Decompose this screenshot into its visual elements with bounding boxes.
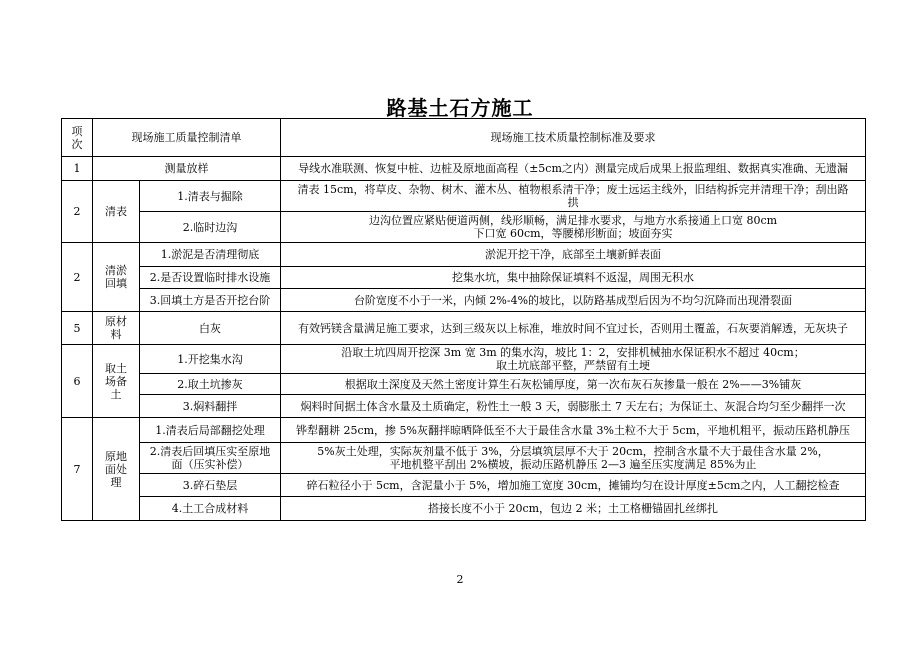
row-standard: 导线水准联测、恢复中桩、边桩及原地面高程（±5cm之内）测量完成后成果上报监理组、数据真实准确、无遗漏 [281, 157, 866, 181]
row-item: 2.临时边沟 [140, 212, 281, 243]
row-standard: 有效钙镁含量满足施工要求，达到三级灰以上标准，堆放时间不宜过长，否则用土覆盖，石灰要消解透，无灰块子 [281, 312, 866, 345]
table-row [62, 312, 866, 345]
row-item: 1.开挖集水沟 [140, 345, 281, 374]
row-standard: 清表 15cm，将草皮、杂物、树木、灌木丛、植物根系清干净；废土远运主线外，旧结构拆完并清理干净；刮出路 拱 [281, 181, 866, 212]
table-header-row [62, 119, 866, 157]
row-no: 1 [62, 157, 93, 181]
row-standard: 铧犁翻耕 25cm，掺 5%灰翻拌晾晒降低至不大于最佳含水量 3%土粒不大于 5cm，平地机粗平，振动压路机静压 [281, 418, 866, 443]
table-row [62, 395, 866, 418]
table-row [62, 267, 866, 289]
row-standard: 搭接长度不小于 20cm，包边 2 米；土工格栅锚固扎丝绑扎 [281, 497, 866, 521]
row-item: 1.清表与掘除 [140, 181, 281, 212]
row-standard: 挖集水坑，集中抽除保证填料不返湿，周围无积水 [281, 267, 866, 289]
table-row [62, 418, 866, 443]
row-standard: 边沟位置应紧贴便道两侧，线形顺畅，满足排水要求，与地方水系接通上口宽 80cm 下口宽 60cm，等腰梯形断面；坡面夯实 [281, 212, 866, 243]
table-row [62, 181, 866, 212]
row-item: 2.是否设置临时排水设施 [140, 267, 281, 289]
quality-control-table [61, 118, 866, 521]
row-standard: 焖料时间据土体含水量及土质确定，粉性土一般 3 天，弱膨胀土 7 天左右；为保证土、灰混合均匀至少翻拌一次 [281, 395, 866, 418]
row-item: 白灰 [140, 312, 281, 345]
row-category: 原地 面处 理 [93, 418, 140, 521]
row-no: 5 [62, 312, 93, 345]
row-no: 2 [62, 181, 93, 243]
table-row [62, 157, 866, 181]
header-control-list: 现场施工质量控制清单 [93, 119, 281, 157]
row-standard: 淤泥开挖干净，底部至土壤新鲜表面 [281, 243, 866, 267]
row-category: 取土 场备 土 [93, 345, 140, 418]
row-category: 清表 [93, 181, 140, 243]
row-item: 2.取土坑掺灰 [140, 374, 281, 395]
row-standard: 碎石粒径小于 5cm，含泥量小于 5%，增加施工宽度 30cm，摊铺均匀在设计厚度±5cm之内，人工翻挖检查 [281, 474, 866, 497]
table-row [62, 374, 866, 395]
table-row [62, 345, 866, 374]
row-item: 4.土工合成材料 [140, 497, 281, 521]
row-standard: 根据取土深度及天然土密度计算生石灰松铺厚度，第一次布灰石灰掺量一般在 2%——3%铺灰 [281, 374, 866, 395]
table-row [62, 474, 866, 497]
row-standard: 沿取土坑四周开挖深 3m 宽 3m 的集水沟，坡比 1：2，安排机械抽水保证积水不超过 40cm； 取土坑底部平整，严禁留有土埂 [281, 345, 866, 374]
row-item: 3.碎石垫层 [140, 474, 281, 497]
row-no: 7 [62, 418, 93, 521]
row-standard: 台阶宽度不小于一米，内倾 2%-4%的坡比，以防路基成型后因为不均匀沉降而出现滑裂面 [281, 289, 866, 312]
table-row [62, 289, 866, 312]
row-item: 3.回填土方是否开挖台阶 [140, 289, 281, 312]
row-no: 6 [62, 345, 93, 418]
table-row [62, 497, 866, 521]
table-row [62, 212, 866, 243]
row-no: 2 [62, 243, 93, 312]
document-title: 路基土石方施工 [386, 96, 534, 120]
header-standard: 现场施工技术质量控制标准及要求 [281, 119, 866, 157]
row-item: 3.焖料翻拌 [140, 395, 281, 418]
table-row [62, 443, 866, 474]
row-standard: 5%灰土处理，实际灰剂量不低于 3%，分层填筑层厚不大于 20cm，控制含水量不大于最佳含水量 2%， 平地机整平刮出 2%横坡，振动压路机静压 2—3 遍至压实度满足 85%为止 [281, 443, 866, 474]
row-item: 2.清表后回填压实至原地 面（压实补偿） [140, 443, 281, 474]
row-item: 测量放样 [93, 157, 281, 181]
row-item: 1.淤泥是否清理彻底 [140, 243, 281, 267]
row-item: 1.清表后局部翻挖处理 [140, 418, 281, 443]
table-row [62, 243, 866, 267]
page-number: 2 [456, 573, 464, 586]
header-item-no: 项 次 [62, 119, 93, 157]
row-category: 原材 料 [93, 312, 140, 345]
row-category: 清淤 回填 [93, 243, 140, 312]
